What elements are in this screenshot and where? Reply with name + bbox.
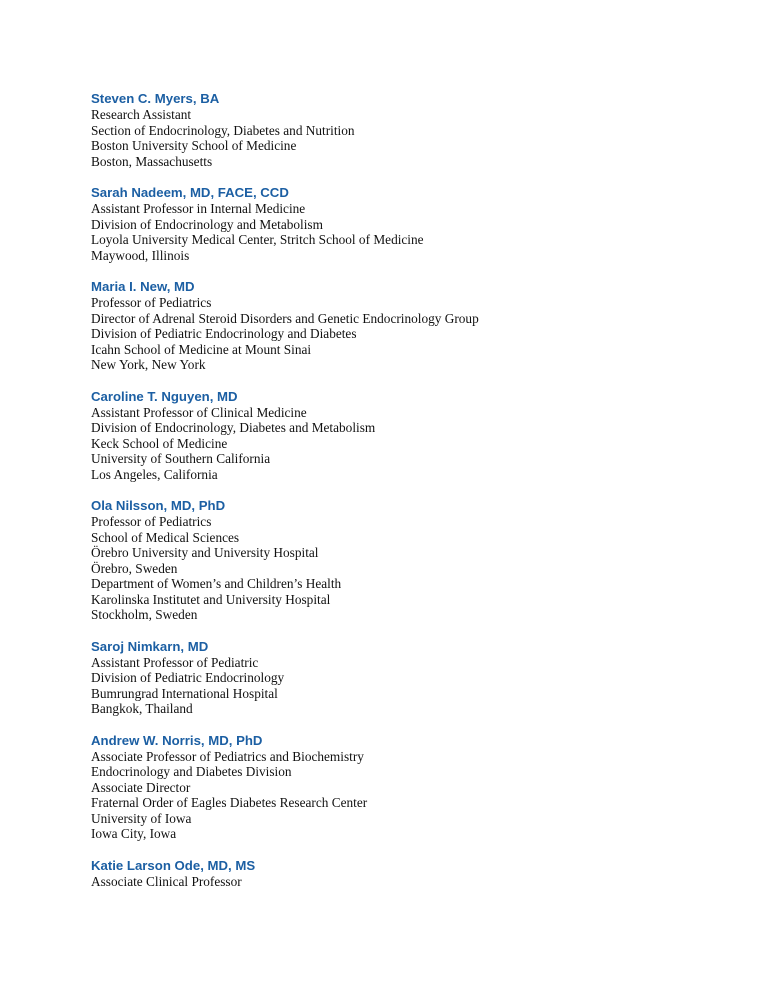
contributor-title: Research Assistant [91, 107, 192, 122]
contributor-title: Associate Clinical Professor [91, 873, 242, 889]
contributor-affiliation-line: Fraternal Order of Eagles Diabetes Research Center [91, 795, 368, 810]
contributor-entry [91, 639, 751, 717]
contributor-location: New York, New York [91, 357, 206, 372]
contributor-name: Saroj Nimkarn, MD [91, 638, 209, 654]
contributor-name: Maria I. New, MD [91, 279, 195, 294]
contributor-location: Bangkok, Thailand [91, 701, 193, 716]
contributor-affiliation-line: Division of Endocrinology, Diabetes and Metabolism [91, 420, 376, 435]
contributor-name: Ola Nilsson, MD, PhD [91, 498, 226, 513]
contributor-title: Professor of Pediatrics [91, 514, 212, 529]
contributor-name: Steven C. Myers, BA [91, 91, 220, 106]
contributor-entry [91, 389, 751, 483]
contributor-title: Assistant Professor in Internal Medicine [91, 201, 306, 216]
contributor-affiliation-line: Endocrinology and Diabetes Division [91, 764, 292, 779]
contributor-title: Assistant Professor of Clinical Medicine [91, 404, 307, 420]
contributor-entry [91, 91, 751, 169]
contributor-title: Associate Professor of Pediatrics and Biochemistry [91, 748, 364, 764]
contributor-location: Stockholm, Sweden [91, 607, 198, 622]
contributor-affiliation-line: Division of Pediatric Endocrinology [91, 670, 285, 685]
contributor-affiliation-line: Loyola University Medical Center, Stritch School of Medicine [91, 232, 424, 247]
contributor-location: Örebro, Sweden [91, 560, 178, 576]
contributor-affiliation-line: Karolinska Institutet and University Hospital [91, 591, 331, 607]
contributor-affiliation-line: School of Medical Sciences [91, 529, 240, 545]
contributor-title: Assistant Professor of Pediatric [91, 654, 259, 670]
contributor-affiliation-line: Department of Women’s and Children’s Health [91, 576, 342, 591]
contributor-affiliation-line: University of Iowa [91, 810, 192, 826]
contributor-name: Sarah Nadeem, MD, FACE, CCD [91, 185, 289, 200]
contributor-affiliation-line: Division of Pediatric Endocrinology and Diabetes [91, 326, 357, 341]
contributor-affiliation-line: Division of Endocrinology and Metabolism [91, 216, 323, 232]
contributor-location: Maywood, Illinois [91, 247, 190, 263]
contributor-location: Iowa City, Iowa [91, 826, 177, 841]
contributor-affiliation-line: University of Southern California [91, 451, 271, 466]
contributor-location: Boston, Massachusetts [91, 153, 213, 169]
contributor-name: Caroline T. Nguyen, MD [91, 388, 238, 404]
contributor-affiliation-line: Director of Adrenal Steroid Disorders and Genetic Endocrinology Group [91, 310, 479, 326]
contributor-list [91, 91, 751, 905]
contributor-title: Associate Director [91, 779, 191, 795]
contributor-name: Katie Larson Ode, MD, MS [91, 857, 256, 873]
contributor-entry [91, 279, 751, 373]
contributor-name: Andrew W. Norris, MD, PhD [91, 732, 263, 748]
contributor-entry [91, 858, 751, 890]
contributor-entry [91, 733, 751, 842]
contributor-affiliation-line: Örebro University and University Hospital [91, 545, 319, 560]
contributor-affiliation-line: Icahn School of Medicine at Mount Sinai [91, 341, 312, 357]
contributor-affiliation-line: Boston University School of Medicine [91, 138, 297, 153]
contributor-title: Professor of Pediatrics [91, 295, 212, 310]
contributor-location: Los Angeles, California [91, 466, 218, 482]
contributor-entry [91, 185, 751, 263]
contributor-affiliation-line: Keck School of Medicine [91, 435, 228, 451]
contributor-affiliation-line: Bumrungrad International Hospital [91, 685, 278, 701]
contributor-entry [91, 498, 751, 623]
contributor-affiliation-line: Section of Endocrinology, Diabetes and Nutrition [91, 122, 355, 138]
